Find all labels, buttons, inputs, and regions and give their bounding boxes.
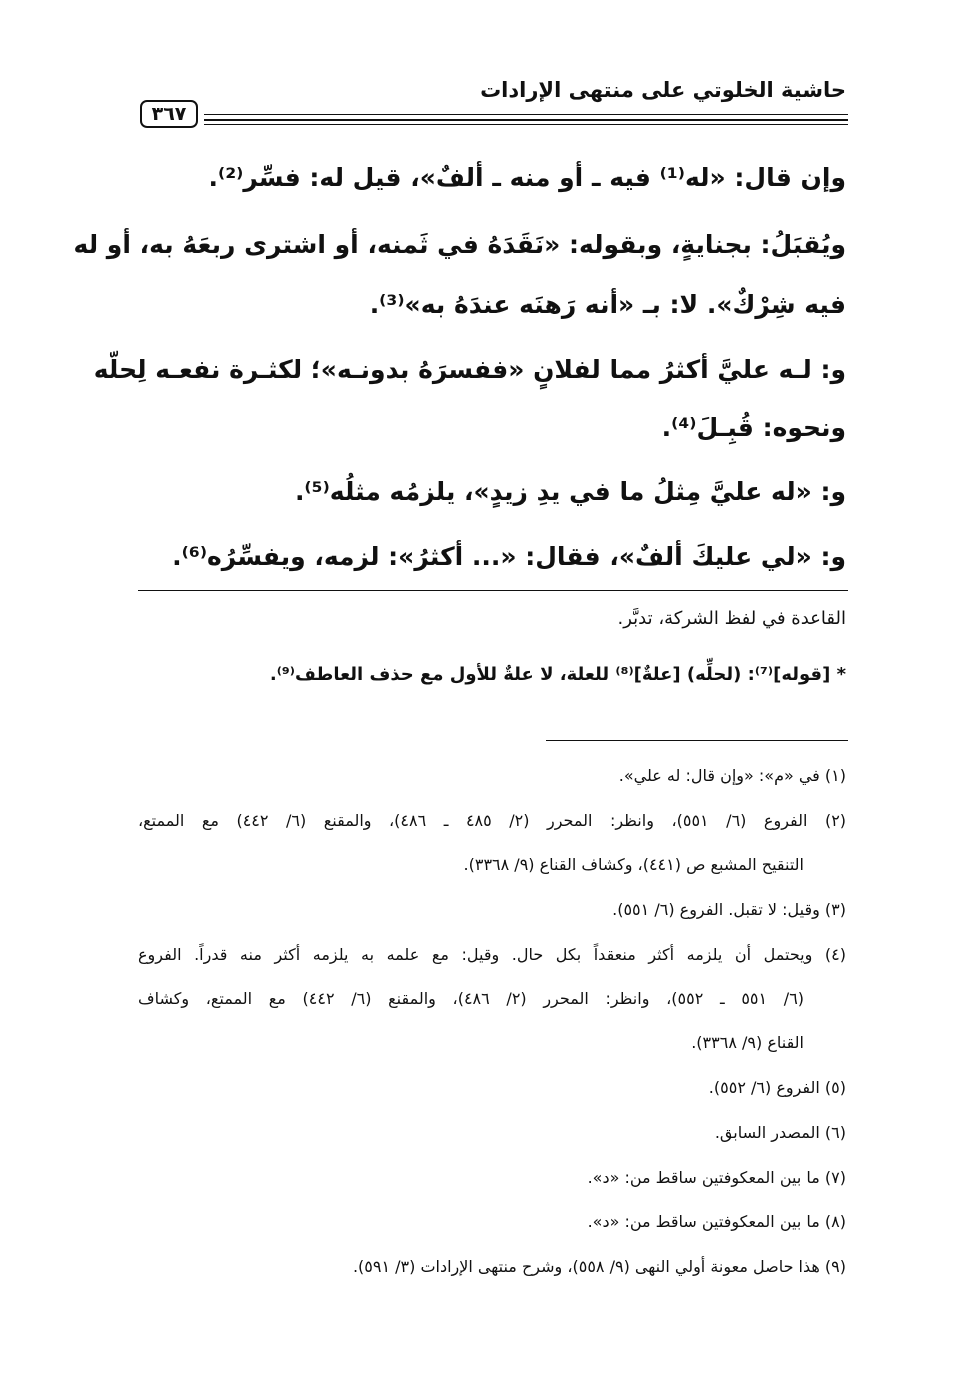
main-text-line: ونحوه: قُبِـلَ⁽⁴⁾. <box>661 413 846 442</box>
footnote-continuation-line: القناع (٩/ ٣٣٦٨). <box>691 1033 804 1052</box>
header-rule <box>204 124 848 125</box>
page-number-badge: ٣٦٧ <box>140 100 198 128</box>
footnote-line: (٦) المصدر السابق. <box>714 1123 846 1142</box>
footnote-continuation-line: التنقيح المشبع ص (٤٤١)، وكشاف القناع (٩/ ٣٣٦٨). <box>463 855 804 874</box>
footnote-line: (٩) هذا حاصل معونة أولي النهى (٩/ ٥٥٨)، وشرح منتهى الإرادات (٣/ ٥٩١). <box>352 1257 846 1276</box>
main-text-separator <box>138 590 848 591</box>
main-text-line: فيه شِرْكٌ». لا: بـ «أنه رَهنَه عندَهُ به»⁽³⁾. <box>369 290 846 319</box>
footnote-line: (٤) ويحتمل أن يلزمه أكثر منعقداً بكل حال. وقيل: مع علمه به يلزمه أكثر منه قدراً. الفروع <box>138 945 846 964</box>
main-text-line: و: «لي عليكَ ألفٌ»، فقال: «... أكثرُ»: لزمه، ويفسِّرُه⁽⁶⁾. <box>172 542 846 571</box>
commentary-line: القاعدة في لفظ الشركة، تدبَّر. <box>617 608 846 629</box>
footnote-line: (٥) الفروع (٦/ ٥٥٢). <box>708 1078 846 1097</box>
header-rule <box>204 119 848 121</box>
footnote-line: (٢) الفروع (٦/ ٥٥١)، وانظر: المحرر (٢/ ٤٨٥ ـ ٤٨٦)، والمقنع (٦/ ٤٤٢) مع الممتع، <box>138 811 847 830</box>
footnote-line: (١) في «م»: «وإن قال: له علي». <box>618 766 846 785</box>
main-text-line: ويُقبَلُ: بجنايةٍ، وبقوله: «نَقَدَهُ في ثَمنه، أو اشترى ربعَهُ به، أو له <box>73 230 846 259</box>
main-text-line: وإن قال: «له⁽¹⁾ فيه ـ أو منه ـ ألفٌ»، قيل له: فسِّر⁽²⁾. <box>208 163 846 192</box>
footnote-line: (٣) وقيل: لا تقبل. الفروع (٦/ ٥٥١). <box>612 900 846 919</box>
main-text-line: و: لـه عليَّ أكثرُ مما لفلانٍ «ففسرَهُ بدونـه»؛ لكثـرة نفعـه لِحلّه <box>93 355 846 384</box>
footnote-separator <box>546 740 848 741</box>
running-title: حاشية الخلوتي على منتهى الإرادات <box>480 78 846 102</box>
header-rule <box>204 114 848 115</box>
footnote-line: (٧) ما بين المعكوفتين ساقط من: «د». <box>587 1168 846 1187</box>
main-text-line: و: «له عليَّ مِثلُ ما في يدِ زيدٍ»، يلزمُه مثلُه⁽⁵⁾. <box>294 477 846 506</box>
footnote-line: (٨) ما بين المعكوفتين ساقط من: «د». <box>587 1212 846 1231</box>
footnote-continuation-line: (٦/ ٥٥١ ـ ٥٥٢)، وانظر: المحرر (٢/ ٤٨٦)، والمقنع (٦/ ٤٤٢) مع الممتع، وكشاف <box>138 989 805 1008</box>
commentary-line: * [قوله]⁽⁷⁾: (لحلِّه) [علةٌ]⁽⁸⁾ للعلة، لا علةٌ للأول مع حذف العاطف⁽⁹⁾. <box>269 664 846 685</box>
